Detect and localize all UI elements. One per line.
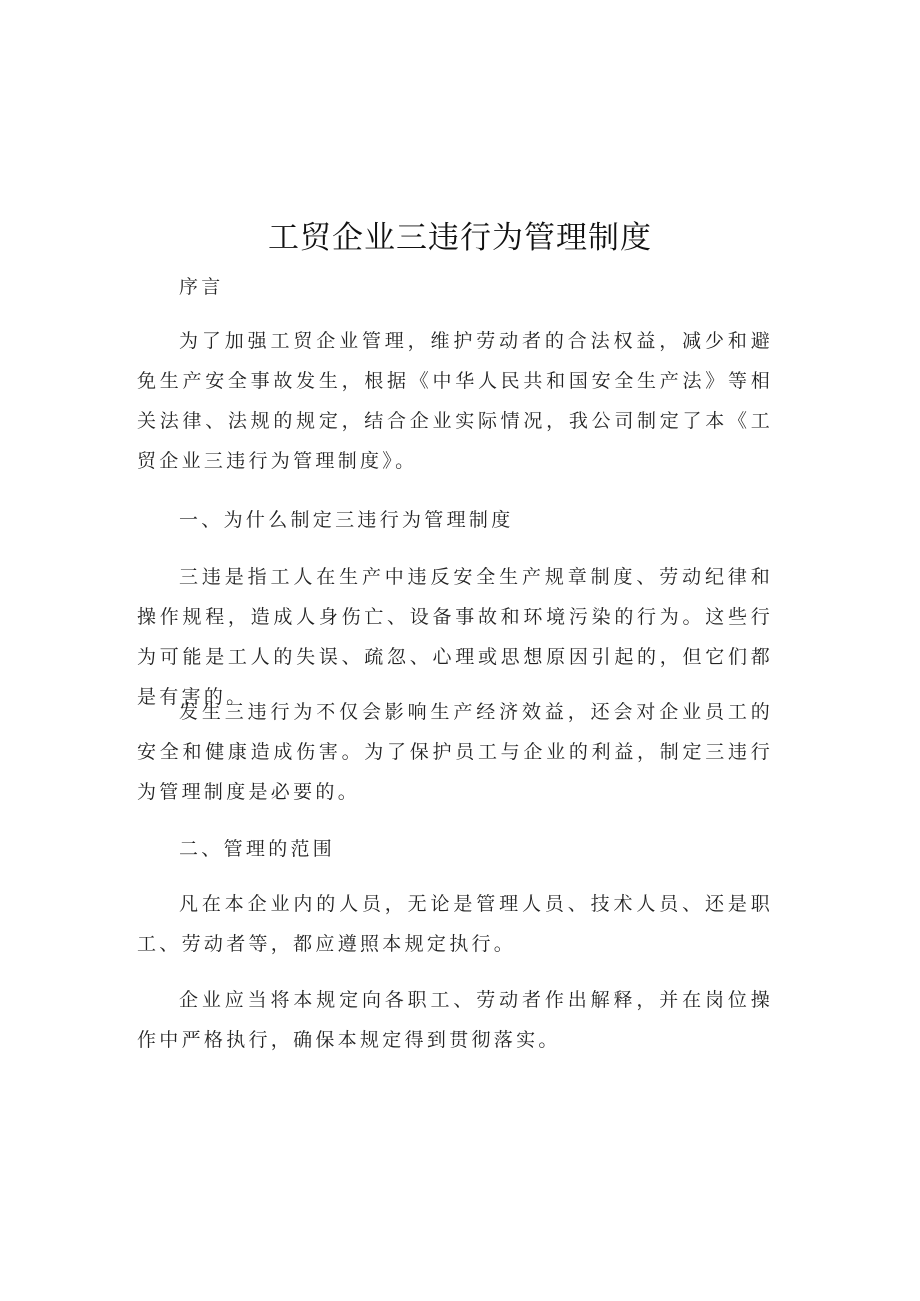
section2-paragraph-2: 企业应当将本规定向各职工、劳动者作出解释，并在岗位操作中严格执行，确保本规定得到贯彻落实。 xyxy=(137,989,773,1051)
preface-paragraph: 为了加强工贸企业管理，维护劳动者的合法权益，减少和避免生产安全事故发生，根据《中华人民共和国安全生产法》等相关法律、法规的规定，结合企业实际情况，我公司制定了本《工贸企业三违行为管理制度》。 xyxy=(137,330,773,472)
document-title: 工贸企业三违行为管理制度 xyxy=(268,220,652,256)
section2-paragraph-1: 凡在本企业内的人员，无论是管理人员、技术人员、还是职工、劳动者等，都应遵照本规定执行。 xyxy=(137,893,773,955)
section2-heading: 二、管理的范围 xyxy=(179,838,336,860)
section1-heading: 一、为什么制定三违行为管理制度 xyxy=(179,509,514,531)
preface-heading: 序言 xyxy=(179,276,224,298)
section1-paragraph-2: 发生三违行为不仅会影响生产经济效益，还会对企业员工的安全和健康造成伤害。为了保护员工与企业的利益，制定三违行为管理制度是必要的。 xyxy=(137,701,773,803)
section1-paragraph-1: 三违是指工人在生产中违反安全生产规章制度、劳动纪律和操作规程，造成人身伤亡、设备事故和环境污染的行为。这些行为可能是工人的失误、疏忽、心理或思想原因引起的，但它们都是有害的。 xyxy=(137,566,773,708)
